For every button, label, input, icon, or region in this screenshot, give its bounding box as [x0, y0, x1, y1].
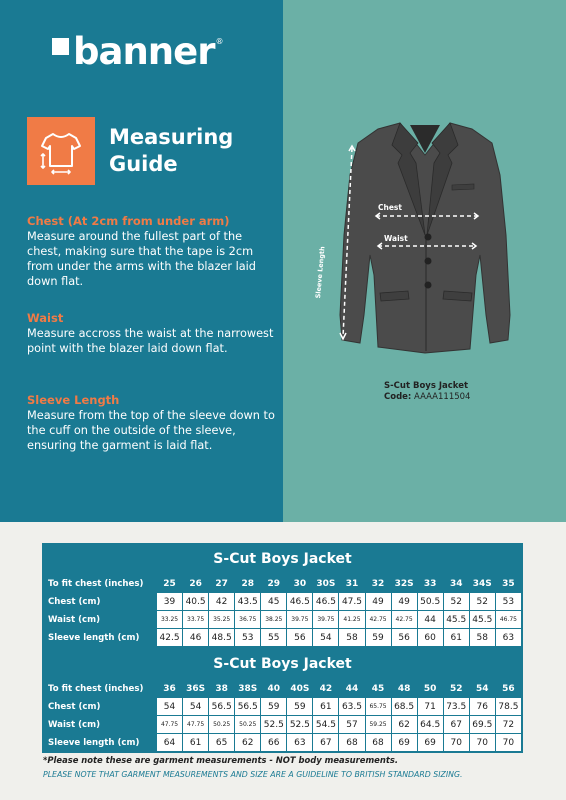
- waist-label: Waist: [384, 234, 408, 243]
- table-cell: 63.5: [339, 698, 365, 716]
- table-row: [44, 629, 522, 647]
- table-cell: 54.5: [313, 716, 339, 734]
- table-cell: 53: [235, 629, 261, 647]
- table-cell: 52.5: [287, 716, 313, 734]
- table-cell: 50: [417, 680, 443, 698]
- table-cell: 44: [417, 611, 443, 629]
- table-cell: 50.25: [235, 716, 261, 734]
- size-table-1: [42, 543, 523, 648]
- row-header: Waist (cm): [44, 716, 157, 734]
- table-cell: 58: [469, 629, 495, 647]
- table-cell: 73.5: [443, 698, 469, 716]
- table-cell: 52: [443, 680, 469, 698]
- table-cell: 38: [209, 680, 235, 698]
- table-cell: 50.5: [417, 593, 443, 611]
- registered-mark: ®: [215, 37, 224, 46]
- table-cell: 59: [365, 629, 391, 647]
- table-cell: 47.75: [183, 716, 209, 734]
- table-row: [44, 698, 522, 716]
- table-title: S-Cut Boys Jacket: [43, 649, 522, 679]
- table-cell: 53: [495, 593, 521, 611]
- chest-section: [27, 214, 277, 289]
- table-cell: 33.25: [157, 611, 183, 629]
- table-cell: 34: [443, 575, 469, 593]
- table-cell: 55: [261, 629, 287, 647]
- table-cell: 66: [261, 734, 287, 752]
- table-cell: 69.5: [469, 716, 495, 734]
- table-cell: 39.75: [287, 611, 313, 629]
- table-cell: 61: [183, 734, 209, 752]
- table-row: [44, 680, 522, 698]
- table-cell: 58: [339, 629, 365, 647]
- table-cell: 45.5: [443, 611, 469, 629]
- row-header: To fit chest (inches): [44, 575, 157, 593]
- product-caption: [384, 381, 470, 403]
- table-cell: 33.75: [183, 611, 209, 629]
- table-cell: 67: [313, 734, 339, 752]
- table-cell: 39.75: [313, 611, 339, 629]
- jacket-button: [425, 258, 432, 265]
- sleeve-text: Measure from the top of the sleeve down to the cuff on the outside of the sleeve, ensuring the garment is laid flat.: [27, 409, 275, 452]
- table-cell: 50.25: [209, 716, 235, 734]
- table-cell: 25: [157, 575, 183, 593]
- table-cell: 56: [391, 629, 417, 647]
- sleeve-length-label: Sleeve Length: [314, 245, 327, 299]
- table-cell: 33: [417, 575, 443, 593]
- size-table-grid: [43, 679, 522, 752]
- row-header: Chest (cm): [44, 698, 157, 716]
- table-cell: 26: [183, 575, 209, 593]
- table-cell: 34S: [469, 575, 495, 593]
- table-cell: 30: [287, 575, 313, 593]
- table-cell: 47.75: [157, 716, 183, 734]
- table-cell: 40: [261, 680, 287, 698]
- table-cell: 41.25: [339, 611, 365, 629]
- table-cell: 56: [287, 629, 313, 647]
- table-cell: 49: [365, 593, 391, 611]
- table-title: S-Cut Boys Jacket: [43, 544, 522, 574]
- table-cell: 68.5: [391, 698, 417, 716]
- table-cell: 30S: [313, 575, 339, 593]
- product-code-label: Code:: [384, 392, 412, 402]
- row-header: Waist (cm): [44, 611, 157, 629]
- table-cell: 63: [495, 629, 521, 647]
- table-cell: 40S: [287, 680, 313, 698]
- table-cell: 62: [235, 734, 261, 752]
- table-row: [44, 611, 522, 629]
- jacket-button: [425, 234, 432, 241]
- row-header: Chest (cm): [44, 593, 157, 611]
- table-cell: 43.5: [235, 593, 261, 611]
- sleeve-section: [27, 393, 277, 453]
- logo-wordmark: banner: [73, 30, 215, 73]
- table-cell: 36: [157, 680, 183, 698]
- table-cell: 45: [365, 680, 391, 698]
- table-cell: 76: [469, 698, 495, 716]
- table-cell: 57: [339, 716, 365, 734]
- logo-square-icon: [52, 38, 69, 55]
- table-cell: 59.25: [365, 716, 391, 734]
- table-cell: 78.5: [495, 698, 521, 716]
- table-cell: 62: [391, 716, 417, 734]
- table-cell: 48: [391, 680, 417, 698]
- table-cell: 54: [183, 698, 209, 716]
- table-cell: 45.5: [469, 611, 495, 629]
- table-row: [44, 734, 522, 752]
- row-header: Sleeve length (cm): [44, 734, 157, 752]
- table-cell: 27: [209, 575, 235, 593]
- brand-logo: [52, 30, 224, 73]
- garment-note: *Please note these are garment measurements - NOT body measurements.: [43, 755, 398, 765]
- table-cell: 40.5: [183, 593, 209, 611]
- table-cell: 36.75: [235, 611, 261, 629]
- table-cell: 56.5: [235, 698, 261, 716]
- table-cell: 56.5: [209, 698, 235, 716]
- table-cell: 64.5: [417, 716, 443, 734]
- table-cell: 64: [157, 734, 183, 752]
- table-cell: 35.25: [209, 611, 235, 629]
- table-cell: 42: [313, 680, 339, 698]
- jacket-button: [425, 282, 432, 289]
- table-cell: 52: [469, 593, 495, 611]
- row-header: To fit chest (inches): [44, 680, 157, 698]
- table-cell: 61: [313, 698, 339, 716]
- chest-text: Measure around the fullest part of the chest, making sure that the tape is 2cm from under the arms with the blazer laid down flat.: [27, 230, 256, 288]
- table-cell: 65.75: [365, 698, 391, 716]
- table-cell: 47.5: [339, 593, 365, 611]
- table-cell: 44: [339, 680, 365, 698]
- table-cell: 61: [443, 629, 469, 647]
- table-cell: 60: [417, 629, 443, 647]
- table-cell: 59: [287, 698, 313, 716]
- table-cell: 36S: [183, 680, 209, 698]
- tshirt-measure-icon: [27, 117, 95, 185]
- table-cell: 59: [261, 698, 287, 716]
- table-cell: 56: [495, 680, 521, 698]
- info-panel: [0, 0, 283, 522]
- table-cell: 70: [495, 734, 521, 752]
- chest-label: Chest: [378, 203, 402, 212]
- sizing-note: PLEASE NOTE THAT GARMENT MEASUREMENTS AND SIZE ARE A GUIDELINE TO BRITISH STANDARD SIZING.: [43, 770, 463, 779]
- waist-section: [27, 311, 277, 356]
- table-row: [44, 593, 522, 611]
- table-cell: 46.5: [313, 593, 339, 611]
- table-cell: 45: [261, 593, 287, 611]
- table-cell: 39: [157, 593, 183, 611]
- table-cell: 28: [235, 575, 261, 593]
- table-cell: 52: [443, 593, 469, 611]
- row-header: Sleeve length (cm): [44, 629, 157, 647]
- table-cell: 46: [183, 629, 209, 647]
- sleeve-heading: Sleeve Length: [27, 393, 120, 407]
- table-cell: 35: [495, 575, 521, 593]
- table-row: [44, 716, 522, 734]
- table-cell: 69: [417, 734, 443, 752]
- table-cell: 72: [495, 716, 521, 734]
- table-cell: 69: [391, 734, 417, 752]
- page-title: Measuring Guide: [109, 125, 234, 176]
- table-cell: 42.75: [365, 611, 391, 629]
- table-cell: 54: [469, 680, 495, 698]
- table-cell: 68: [365, 734, 391, 752]
- product-code: AAAA111504: [414, 392, 471, 402]
- table-cell: 71: [417, 698, 443, 716]
- table-cell: 54: [157, 698, 183, 716]
- table-cell: 42.75: [391, 611, 417, 629]
- table-row: [44, 575, 522, 593]
- table-cell: 32: [365, 575, 391, 593]
- waist-text: Measure accross the waist at the narrowest point with the blazer laid down flat.: [27, 327, 274, 355]
- table-cell: 54: [313, 629, 339, 647]
- table-cell: 67: [443, 716, 469, 734]
- table-cell: 38.25: [261, 611, 287, 629]
- table-cell: 32S: [391, 575, 417, 593]
- table-cell: 31: [339, 575, 365, 593]
- size-table-2: [42, 648, 523, 753]
- table-cell: 68: [339, 734, 365, 752]
- table-cell: 46.75: [495, 611, 521, 629]
- table-cell: 49: [391, 593, 417, 611]
- table-cell: 46.5: [287, 593, 313, 611]
- table-cell: 63: [287, 734, 313, 752]
- jacket-illustration: [314, 115, 520, 360]
- table-cell: 70: [469, 734, 495, 752]
- waist-heading: Waist: [27, 311, 64, 325]
- table-cell: 42: [209, 593, 235, 611]
- table-cell: 42.5: [157, 629, 183, 647]
- table-cell: 52.5: [261, 716, 287, 734]
- table-cell: 29: [261, 575, 287, 593]
- size-table-grid: [43, 574, 522, 647]
- chest-heading: Chest (At 2cm from under arm): [27, 214, 230, 228]
- table-cell: 38S: [235, 680, 261, 698]
- table-cell: 70: [443, 734, 469, 752]
- table-cell: 65: [209, 734, 235, 752]
- table-cell: 48.5: [209, 629, 235, 647]
- product-name: S-Cut Boys Jacket: [384, 381, 469, 391]
